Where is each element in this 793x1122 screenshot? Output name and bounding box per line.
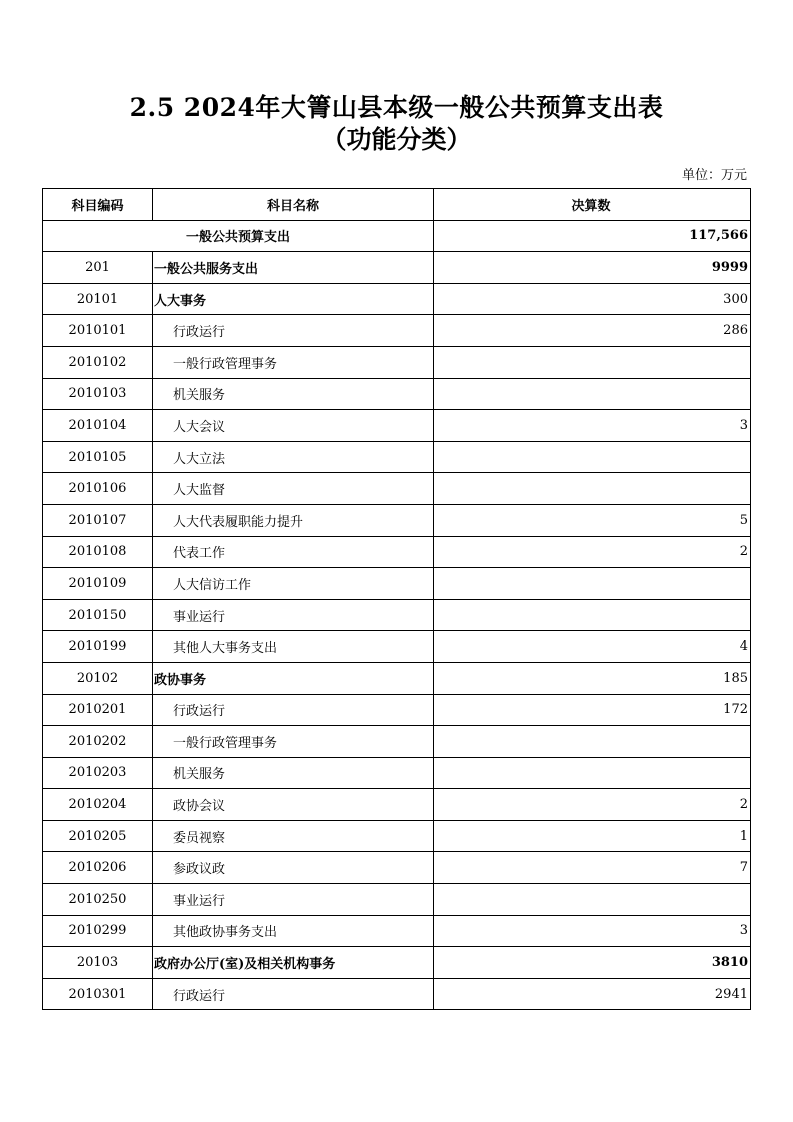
row-value [434, 473, 751, 505]
row-name: 代表工作 [153, 536, 434, 568]
row-name: 机关服务 [153, 757, 434, 789]
row-name: 人大会议 [153, 410, 434, 442]
row-code: 2010301 [43, 978, 153, 1010]
row-name: 人大立法 [153, 441, 434, 473]
table-row [43, 978, 751, 1010]
row-name: 人大代表履职能力提升 [153, 504, 434, 536]
row-name: 人大信访工作 [153, 568, 434, 600]
header-value: 决算数 [434, 189, 751, 221]
row-name: 一般行政管理事务 [153, 726, 434, 758]
table-row [43, 346, 751, 378]
row-name: 行政运行 [153, 694, 434, 726]
table-row [43, 694, 751, 726]
row-value: 5 [434, 504, 751, 536]
row-value: 2 [434, 789, 751, 821]
row-value: 3 [434, 915, 751, 947]
table-row [43, 852, 751, 884]
row-value [434, 599, 751, 631]
row-code: 2010202 [43, 726, 153, 758]
row-name: 参政议政 [153, 852, 434, 884]
row-name: 事业运行 [153, 884, 434, 916]
row-code: 20101 [43, 283, 153, 315]
table-row [43, 252, 751, 284]
table-row [43, 504, 751, 536]
table-row [43, 789, 751, 821]
row-value: 3 [434, 410, 751, 442]
page-subtitle: （功能分类） [321, 125, 472, 154]
table-row [43, 662, 751, 694]
row-name: 政协会议 [153, 789, 434, 821]
budget-table [42, 188, 751, 1010]
table-row [43, 536, 751, 568]
row-value [434, 378, 751, 410]
table-row [43, 884, 751, 916]
row-name: 政府办公厅(室)及相关机构事务 [153, 947, 434, 979]
table-row [43, 820, 751, 852]
row-code: 2010104 [43, 410, 153, 442]
row-value [434, 441, 751, 473]
row-code: 2010199 [43, 631, 153, 663]
row-code: 2010103 [43, 378, 153, 410]
table-row [43, 315, 751, 347]
row-value: 3810 [434, 947, 751, 979]
row-name: 其他政协事务支出 [153, 915, 434, 947]
row-code: 201 [43, 252, 153, 284]
row-code: 2010106 [43, 473, 153, 505]
total-value: 117,566 [434, 220, 751, 252]
table-row [43, 915, 751, 947]
row-value: 185 [434, 662, 751, 694]
row-value [434, 346, 751, 378]
page-title: 2.5 2024年大箐山县本级一般公共预算支出表 [129, 93, 664, 122]
row-code: 2010101 [43, 315, 153, 347]
row-code: 2010109 [43, 568, 153, 600]
row-code: 2010206 [43, 852, 153, 884]
table-row [43, 568, 751, 600]
row-code: 2010205 [43, 820, 153, 852]
row-value: 7 [434, 852, 751, 884]
table-header-row [43, 189, 751, 221]
row-name: 行政运行 [153, 978, 434, 1010]
row-code: 2010105 [43, 441, 153, 473]
row-value: 300 [434, 283, 751, 315]
row-name: 其他人大事务支出 [153, 631, 434, 663]
table-row [43, 378, 751, 410]
row-name: 人大事务 [153, 283, 434, 315]
row-code: 2010107 [43, 504, 153, 536]
total-row [43, 220, 751, 252]
header-code: 科目编码 [43, 189, 153, 221]
row-value: 2 [434, 536, 751, 568]
row-value: 1 [434, 820, 751, 852]
row-name: 机关服务 [153, 378, 434, 410]
row-name: 一般公共服务支出 [153, 252, 434, 284]
header-name: 科目名称 [153, 189, 434, 221]
row-code: 2010102 [43, 346, 153, 378]
row-code: 2010204 [43, 789, 153, 821]
table-row [43, 631, 751, 663]
table-row [43, 726, 751, 758]
row-value: 4 [434, 631, 751, 663]
row-value: 9999 [434, 252, 751, 284]
row-name: 行政运行 [153, 315, 434, 347]
row-value: 2941 [434, 978, 751, 1010]
row-value [434, 757, 751, 789]
row-code: 2010203 [43, 757, 153, 789]
row-name: 政协事务 [153, 662, 434, 694]
table-row [43, 441, 751, 473]
table-row [43, 757, 751, 789]
row-value [434, 884, 751, 916]
unit-label: 单位：万元 [681, 168, 747, 183]
total-label: 一般公共预算支出 [43, 220, 434, 252]
table-row [43, 947, 751, 979]
table-row [43, 410, 751, 442]
row-code: 20102 [43, 662, 153, 694]
row-code: 2010299 [43, 915, 153, 947]
row-name: 人大监督 [153, 473, 434, 505]
row-code: 2010250 [43, 884, 153, 916]
row-name: 委员视察 [153, 820, 434, 852]
table-row [43, 599, 751, 631]
row-code: 2010108 [43, 536, 153, 568]
row-code: 20103 [43, 947, 153, 979]
row-value [434, 568, 751, 600]
row-value [434, 726, 751, 758]
table-row [43, 473, 751, 505]
row-value: 172 [434, 694, 751, 726]
table-row [43, 283, 751, 315]
row-code: 2010201 [43, 694, 153, 726]
row-name: 事业运行 [153, 599, 434, 631]
row-name: 一般行政管理事务 [153, 346, 434, 378]
row-value: 286 [434, 315, 751, 347]
row-code: 2010150 [43, 599, 153, 631]
